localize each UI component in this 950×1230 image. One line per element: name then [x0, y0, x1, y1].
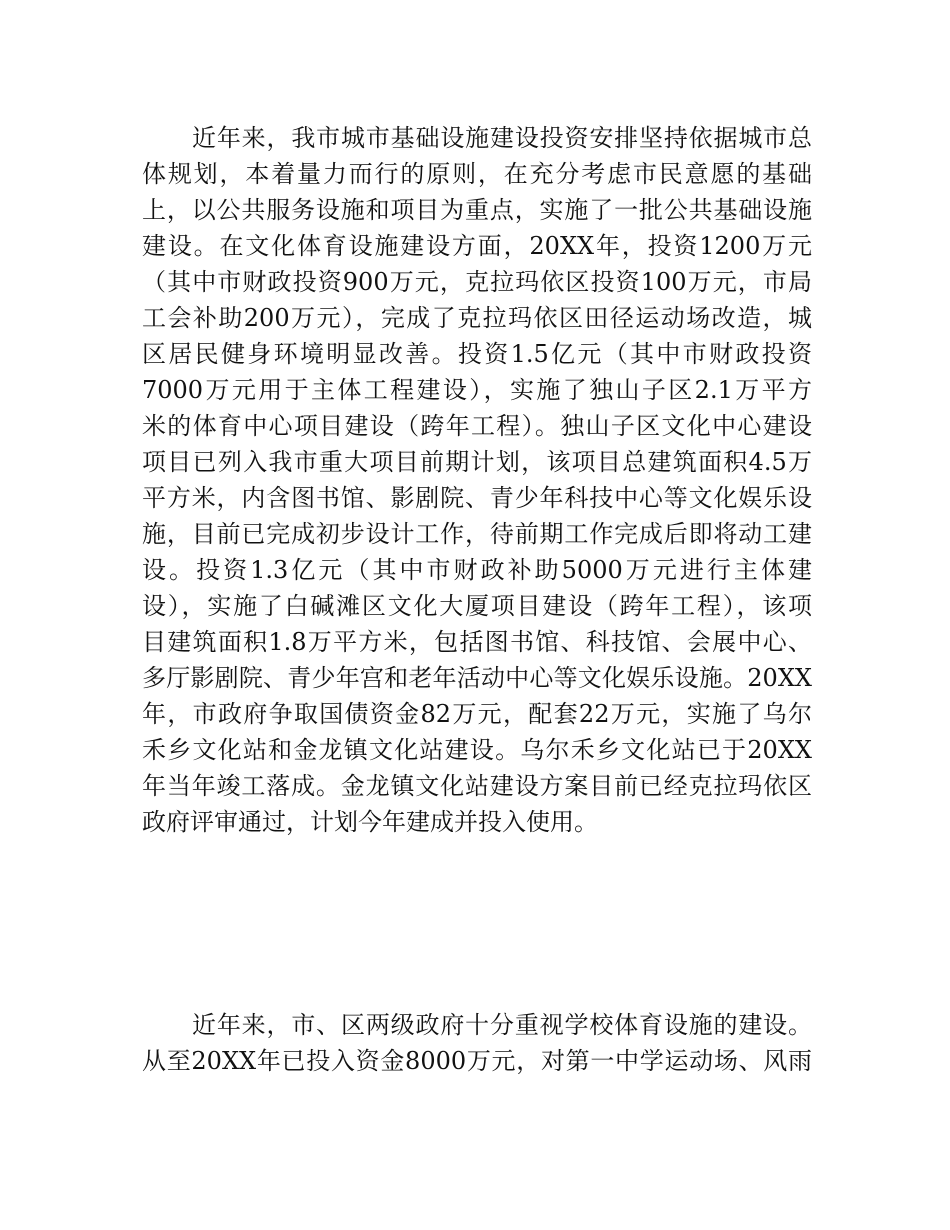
text-line: 工会补助200万元），完成了克拉玛依区田径运动场改造，城	[142, 304, 812, 332]
text-line: 区居民健身环境明显改善。投资1.5亿元（其中市财政投资	[142, 340, 812, 368]
text-line: 年当年竣工落成。金龙镇文化站建设方案目前已经克拉玛依区	[142, 772, 812, 800]
text-line: 施，目前已完成初步设计工作，待前期工作完成后即将动工建	[142, 520, 812, 548]
text-line: （其中市财政投资900万元，克拉玛依区投资100万元，市局	[142, 268, 812, 296]
text-line: 米的体育中心项目建设（跨年工程）。独山子区文化中心建设	[142, 412, 812, 440]
text-line: 项目已列入我市重大项目前期计划，该项目总建筑面积4.5万	[142, 448, 812, 476]
text-line: 年，市政府争取国债资金82万元，配套22万元，实施了乌尔	[142, 700, 812, 728]
text-line: 近年来，我市城市基础设施建设投资安排坚持依据城市总	[192, 124, 812, 152]
text-line: 多厅影剧院、青少年宫和老年活动中心等文化娱乐设施。20XX	[142, 664, 812, 692]
paragraph-school-sports-facilities	[142, 1007, 812, 1079]
text-line: 设），实施了白碱滩区文化大厦项目建设（跨年工程），该项	[142, 592, 812, 620]
text-line: 近年来，市、区两级政府十分重视学校体育设施的建设。	[192, 1011, 812, 1039]
paragraph-culture-sports-facilities	[142, 120, 812, 840]
text-line: 设。投资1.3亿元（其中市财政补助5000万元进行主体建	[142, 556, 812, 584]
text-line: 上，以公共服务设施和项目为重点，实施了一批公共基础设施	[142, 196, 812, 224]
text-line: 禾乡文化站和金龙镇文化站建设。乌尔禾乡文化站已于20XX	[142, 736, 812, 764]
text-line: 从至20XX年已投入资金8000万元，对第一中学运动场、风雨	[142, 1047, 812, 1075]
text-line: 建设。在文化体育设施建设方面，20XX年，投资1200万元	[142, 232, 812, 260]
text-line: 目建筑面积1.8万平方米，包括图书馆、科技馆、会展中心、	[142, 628, 812, 656]
text-line: 体规划，本着量力而行的原则，在充分考虑市民意愿的基础	[142, 160, 812, 188]
text-line: 7000万元用于主体工程建设），实施了独山子区2.1万平方	[142, 376, 812, 404]
text-line: 政府评审通过，计划今年建成并投入使用。	[142, 808, 598, 836]
text-line: 平方米，内含图书馆、影剧院、青少年科技中心等文化娱乐设	[142, 484, 812, 512]
